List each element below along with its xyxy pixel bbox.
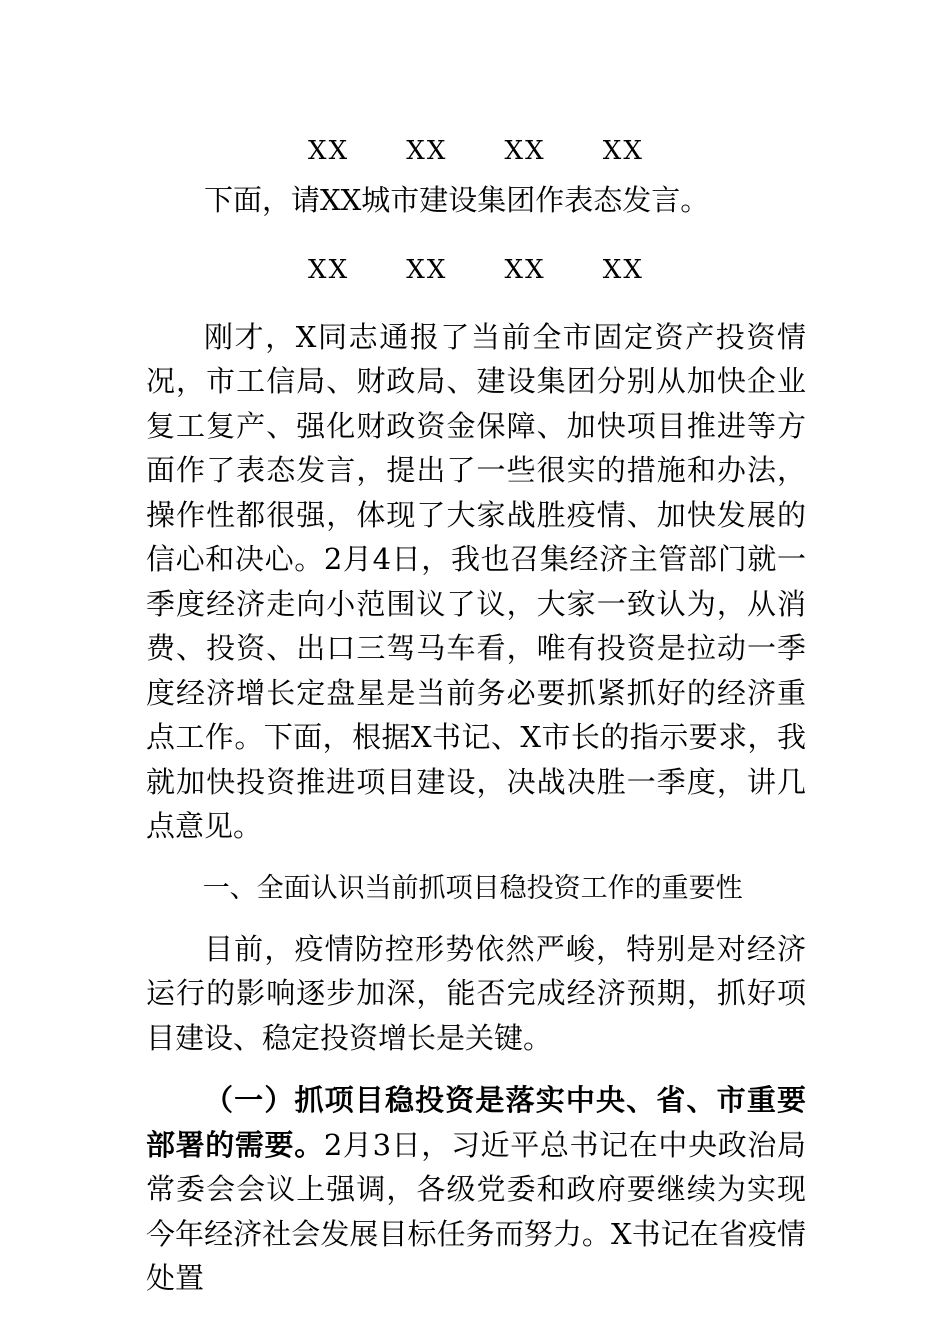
subsection-text: 2月3日，习近平总书记在中央政治局常委会会议上强调，各级党委和政府要继续为实现今年经济社会发展目标任务而努力。X书记在省疫情处置 — [146, 1127, 806, 1295]
speaker-name-line-2: XX XX XX XX — [308, 254, 644, 285]
body-paragraph: 刚才，X同志通报了当前全市固定资产投资情况，市工信局、财政局、建设集团分别从加快企业复工复产、强化财政资金保障、加快项目推进等方面作了表态发言，提出了一些很实的措施和办法，操作性都很强，体现了大家战胜疫情、加快发展的信心和决心。2月4日，我也召集经济主管部门就一季度经济走向小范围议了议，大家一致认为，从消费、投资、出口三驾马车看，唯有投资是拉动一季度经济增长定盘星是当前务必要抓紧抓好的经济重点工作。下面，根据X书记、X市长的指示要求，我就加快投资推进项目建设，决战决胜一季度，讲几点意见。 — [146, 319, 806, 843]
intro-paragraph: 下面，请XX城市建设集团作表态发言。 — [204, 183, 710, 217]
document-page — [146, 126, 806, 1301]
subsection-paragraph — [146, 1078, 806, 1301]
section-intro-paragraph: 目前，疫情防控形势依然严峻，特别是对经济运行的影响逐步加深，能否完成经济预期，抓好项目建设、稳定投资增长是关键。 — [146, 931, 806, 1055]
speaker-name-line: XX XX XX XX — [308, 136, 644, 166]
section-heading: 一、全面认识当前抓项目稳投资工作的重要性 — [202, 872, 743, 904]
subsection-heading: （一）抓项目稳投资是落实中央、省、市重要部署的需要。 — [146, 1083, 806, 1162]
